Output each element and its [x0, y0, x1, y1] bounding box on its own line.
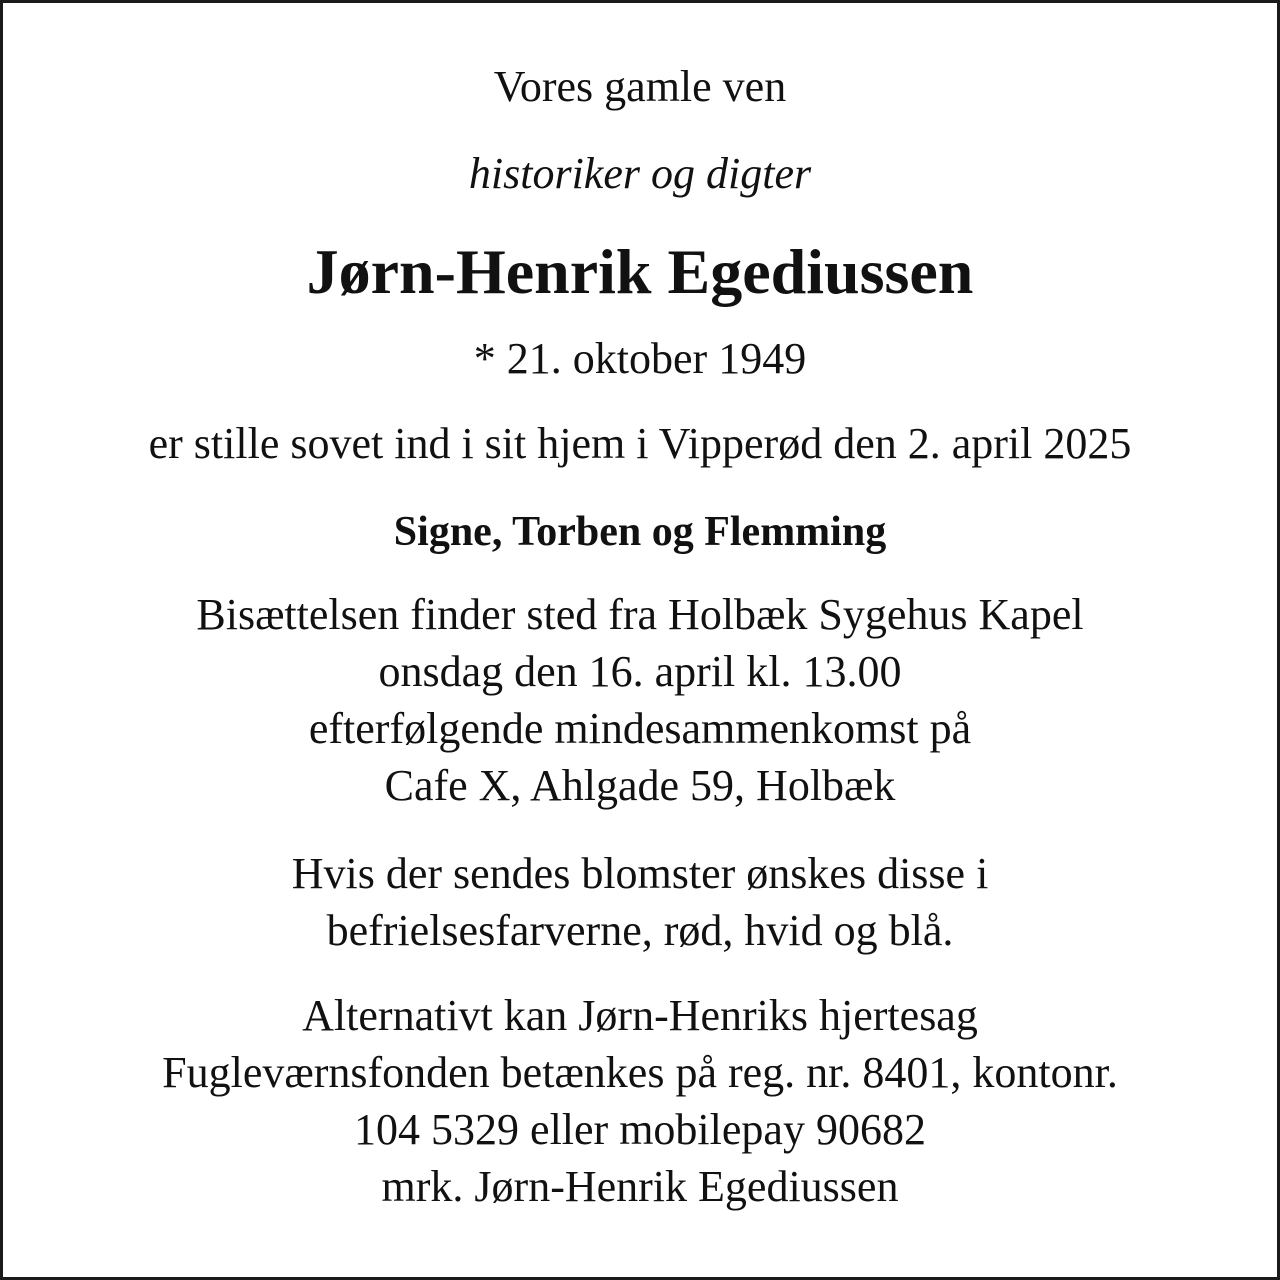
funeral-line: Cafe X, Ahlgade 59, Holbæk — [384, 761, 896, 810]
donation-line: mrk. Jørn-Henrik Egediussen — [381, 1162, 899, 1211]
family-signatures: Signe, Torben og Flemming — [393, 509, 887, 555]
deceased-name: Jørn-Henrik Egediussen — [306, 236, 974, 307]
flowers-line: Hvis der sendes blomster ønskes disse i — [291, 849, 989, 898]
birth-date: * 21. oktober 1949 — [473, 334, 807, 383]
death-statement: er stille sovet ind i sit hjem i Vipperød den 2. april 2025 — [148, 419, 1132, 468]
donation-info — [23, 987, 1257, 1215]
donation-line: Alternativt kan Jørn-Henriks hjertesag — [302, 991, 978, 1040]
funeral-line: efterfølgende mindesammenkomst på — [308, 704, 972, 753]
funeral-line: Bisættelsen finder sted fra Holbæk Sygehus Kapel — [196, 590, 1084, 639]
intro-text: Vores gamle ven — [493, 62, 787, 111]
donation-line: Fugleværnsfonden betænkes på reg. nr. 8401, kontonr. — [162, 1048, 1118, 1097]
deceased-title: historiker og digter — [468, 149, 812, 198]
funeral-line: onsdag den 16. april kl. 13.00 — [378, 647, 902, 696]
flowers-request — [23, 845, 1257, 959]
flowers-line: befrielsesfarverne, rød, hvid og blå. — [326, 906, 954, 955]
funeral-details — [23, 586, 1257, 814]
donation-line: 104 5329 eller mobilepay 90682 — [354, 1105, 926, 1154]
